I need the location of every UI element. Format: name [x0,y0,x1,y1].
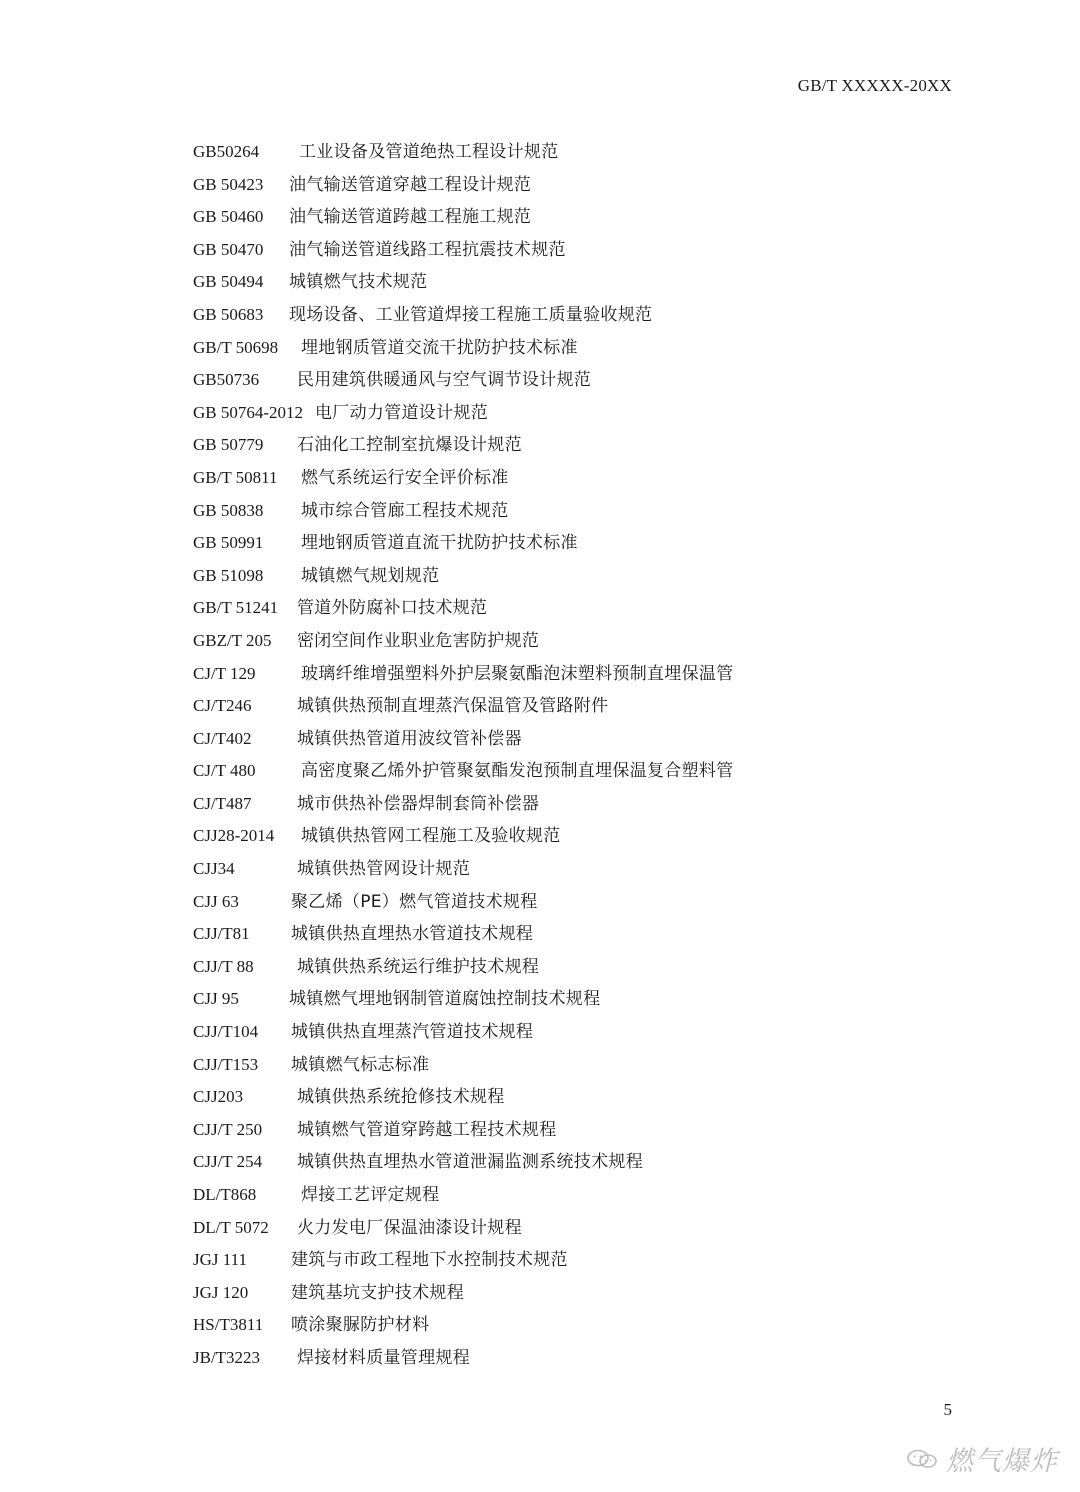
standard-title: 城镇供热直埋蒸汽管道技术规程 [291,1022,534,1043]
standard-code: CJJ/T153 [193,1054,259,1074]
standard-title: 玻璃纤维增强塑料外护层聚氨酯泡沫塑料预制直埋保温管 [301,663,734,684]
list-item [193,983,953,1016]
list-item [193,527,953,560]
standard-title: 埋地钢质管道交流干扰防护技术标准 [301,337,578,358]
standard-title: 埋地钢质管道直流干扰防护技术标准 [301,533,578,554]
standard-code: CJJ/T104 [193,1022,259,1042]
standard-code: GB 50423 [193,174,264,194]
standard-title: 城市供热补偿器焊制套筒补偿器 [297,793,540,814]
list-item [193,820,953,853]
standard-title: 城镇燃气标志标准 [291,1054,430,1075]
standard-code: DL/T 5072 [193,1217,269,1237]
wechat-icon [906,1448,940,1470]
list-item [193,658,953,691]
standard-title: 城镇供热管网设计规范 [297,859,470,880]
list-item [193,495,953,528]
list-item [193,136,953,169]
list-item [193,918,953,951]
list-item [193,592,953,625]
standard-code: CJ/T 480 [193,761,256,781]
standard-title: 油气输送管道线路工程抗震技术规范 [289,239,566,260]
standard-title: 城镇供热系统运行维护技术规程 [297,956,540,977]
standard-title: 民用建筑供暖通风与空气调节设计规范 [297,370,592,391]
list-item [193,951,953,984]
list-item [193,234,953,267]
watermark [906,1439,1058,1478]
standard-code: CJJ/T81 [193,924,250,944]
standard-title: 工业设备及管道绝热工程设计规范 [299,142,559,162]
list-item [193,201,953,234]
standard-title: 电厂动力管道设计规范 [315,402,488,423]
list-item [193,625,953,658]
standard-title: 火力发电厂保温油漆设计规程 [297,1217,522,1238]
list-item [193,1114,953,1147]
standard-code: GB 50838 [193,500,264,520]
list-item [193,1212,953,1245]
list-item [193,462,953,495]
list-item [193,1179,953,1212]
standard-title: 燃气系统运行安全评价标准 [301,467,509,488]
standard-code: CJJ/T 254 [193,1152,263,1172]
standard-code: GBZ/T 205 [193,630,272,650]
standard-code: GB 50494 [193,272,264,292]
standard-title: 建筑与市政工程地下水控制技术规范 [291,1250,568,1271]
standard-title: 石油化工控制室抗爆设计规范 [297,435,522,456]
list-item [193,788,953,821]
list-item [193,1016,953,1049]
standard-code: CJJ 95 [193,989,239,1009]
standard-title: 聚乙烯（PE）燃气管道技术规程 [291,891,538,912]
normative-references-list [193,136,953,1375]
standard-code: GB/T 50698 [193,337,279,357]
standard-title: 城市综合管廊工程技术规范 [301,500,509,521]
list-item [193,1342,953,1375]
page-number: 5 [943,1400,952,1419]
standard-title: 城镇供热预制直埋蒸汽保温管及管路附件 [297,696,609,717]
standard-title: 城镇燃气管道穿跨越工程技术规程 [297,1119,557,1140]
list-item [193,1309,953,1342]
standard-code: CJJ203 [193,1087,244,1107]
list-item [193,1277,953,1310]
standard-title: 城镇供热管道用波纹管补偿器 [297,728,522,749]
standard-code: GB 50764-2012 [193,402,304,422]
standard-code: HS/T3811 [193,1315,264,1335]
list-item [193,690,953,723]
standard-code: JGJ 111 [193,1250,247,1270]
standard-code: CJJ34 [193,859,235,879]
standard-title: 密闭空间作业职业危害防护规范 [297,630,540,651]
standard-code: GB 50683 [193,304,264,324]
list-item [193,560,953,593]
list-item [193,886,953,919]
standard-code: CJ/T402 [193,728,252,748]
list-item [193,1244,953,1277]
list-item [193,332,953,365]
standard-code: GB50264 [193,142,260,161]
list-item [193,723,953,756]
standard-code: GB/T 51241 [193,598,279,618]
list-item [193,1081,953,1114]
standard-title: 城镇供热系统抢修技术规程 [297,1087,505,1108]
list-item [193,1146,953,1179]
watermark-text: 燃气爆炸 [946,1446,1058,1477]
standard-code: GB 50779 [193,435,264,455]
standard-title: 管道外防腐补口技术规范 [297,598,488,619]
standard-code: JGJ 120 [193,1282,249,1302]
list-item [193,169,953,202]
standard-title: 建筑基坑支护技术规程 [291,1282,464,1303]
standard-code: GB 51098 [193,565,264,585]
list-item [193,755,953,788]
list-item [193,364,953,397]
list-item [193,397,953,430]
standard-title: 城镇供热直埋热水管道技术规程 [291,924,534,945]
standard-title: 城镇燃气技术规范 [289,272,428,293]
standard-title: 城镇供热管网工程施工及验收规范 [301,826,561,847]
standard-code: GB50736 [193,370,260,390]
standard-title: 城镇燃气埋地钢制管道腐蚀控制技术规程 [289,989,601,1010]
standard-code: JB/T3223 [193,1347,261,1367]
standard-title: 焊接工艺评定规程 [301,1185,440,1205]
standard-code: CJ/T246 [193,696,252,716]
standard-title: 城镇供热直埋热水管道泄漏监测系统技术规程 [297,1152,643,1173]
standard-title: 喷涂聚脲防护材料 [291,1315,430,1336]
standard-code: DL/T868 [193,1185,257,1204]
list-item [193,266,953,299]
standard-code: GB 50470 [193,239,264,259]
standard-code: CJ/T 129 [193,663,256,683]
list-item [193,853,953,886]
standard-code: GB 50460 [193,207,264,227]
standard-title: 油气输送管道跨越工程施工规范 [289,207,532,228]
list-item [193,299,953,332]
list-item [193,1049,953,1082]
standard-code: CJJ/T 88 [193,956,254,976]
document-id-header: GB/T XXXXX-20XX [797,76,952,95]
standard-code: CJJ 63 [193,891,239,911]
standard-title: 焊接材料质量管理规程 [297,1347,470,1368]
standard-code: CJJ28-2014 [193,826,275,846]
standard-title: 现场设备、工业管道焊接工程施工质量验收规范 [289,304,653,325]
list-item [193,429,953,462]
standard-title: 油气输送管道穿越工程设计规范 [289,174,532,195]
standard-code: CJ/T487 [193,793,252,813]
standard-code: CJJ/T 250 [193,1119,263,1139]
standard-code: GB/T 50811 [193,467,278,487]
standard-code: GB 50991 [193,533,264,553]
standard-title: 高密度聚乙烯外护管聚氨酯发泡预制直埋保温复合塑料管 [301,761,734,782]
standard-title: 城镇燃气规划规范 [301,565,440,586]
